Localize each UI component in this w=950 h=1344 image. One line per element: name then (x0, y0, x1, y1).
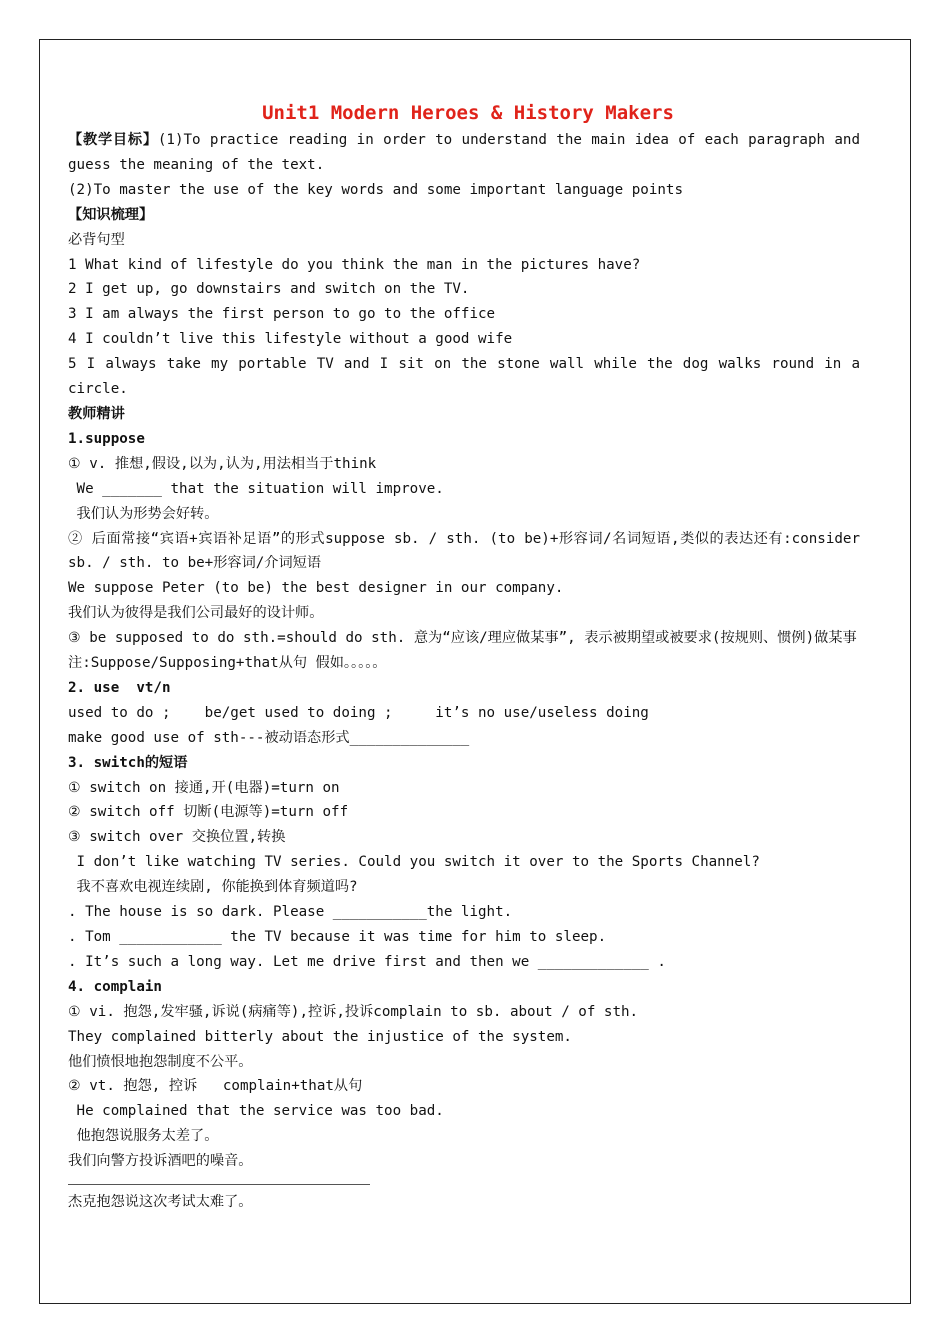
switch-heading: 3. switch的短语 (68, 754, 188, 771)
switch-example-cn: 我不喜欢电视连续剧, 你能换到体育频道吗? (68, 879, 358, 896)
suppose-heading: 1.suppose (68, 430, 145, 447)
switch-over: ③ switch over 交换位置,转换 (68, 829, 286, 846)
suppose-example2-cn: 我们认为彼得是我们公司最好的设计师。 (68, 605, 324, 622)
switch-off: ② switch off 切断(电源等)=turn off (68, 804, 349, 821)
translation-task-2: 杰克抱怨说这次考试太难了。 (68, 1194, 253, 1211)
use-passive: make good use of sth---被动语态形式______________ (68, 729, 470, 746)
use-heading: 2. use vt/n (68, 679, 171, 696)
suppose-example-en: We _______ that the situation will improve. (68, 480, 444, 497)
document-body (68, 98, 860, 1215)
use-phrases: used to do ; be/get used to doing ; it’s no use/useless doing (68, 704, 649, 721)
answer-line (68, 1184, 370, 1185)
complain-example2-cn: 他抱怨说服务太差了。 (68, 1128, 219, 1145)
suppose-example2-en: We suppose Peter (to be) the best designer in our company. (68, 580, 564, 597)
objective-paragraph (68, 128, 860, 178)
objectives-heading: 【教学目标】 (68, 132, 158, 148)
page-title: Unit1 Modern Heroes & History Makers (262, 102, 674, 124)
switch-exercise-3: . It’s such a long way. Let me drive first and then we _____________ . (68, 953, 666, 970)
suppose-note: 注:Suppose/Supposing+that从句 假如。。。。。 (68, 655, 387, 672)
sentence-3: 3 I am always the first person to go to the office (68, 306, 496, 323)
suppose-example-cn: 我们认为形势会好转。 (68, 505, 219, 522)
switch-exercise-1: . The house is so dark. Please ___________the light. (68, 904, 513, 921)
complain-vi: ① vi. 抱怨,发牢骚,诉说(病痛等),控诉,投诉complain to sb. about / of sth. (68, 1003, 639, 1020)
sentence-4: 4 I couldn’t live this lifestyle without a good wife (68, 331, 513, 348)
complain-vt: ② vt. 抱怨, 控诉 complain+that从句 (68, 1078, 363, 1095)
sentences-subheading: 必背句型 (68, 231, 125, 248)
lecture-heading: 教师精讲 (68, 405, 125, 422)
objective-1: (1)To practice reading in order to understand the main idea of each paragraph and guess the meaning of the text. (68, 132, 860, 173)
objective-2: (2)To master the use of the key words and some important language points (68, 181, 683, 198)
complain-example-en: They complained bitterly about the injustice of the system. (68, 1028, 572, 1045)
switch-example-en: I don’t like watching TV series. Could you switch it over to the Sports Channel? (68, 854, 760, 871)
sentence-2: 2 I get up, go downstairs and switch on the TV. (68, 281, 470, 298)
complain-heading: 4. complain (68, 978, 162, 995)
supposed-to-usage: ③ be supposed to do sth.=should do sth. 意为“应该/理应做某事”, 表示被期望或被要求(按规则、惯例)做某事 (68, 630, 857, 647)
switch-on: ① switch on 接通,开(电器)=turn on (68, 779, 340, 796)
sentence-5: 5 I always take my portable TV and I sit on the stone wall while the dog walks round in a circle. (68, 356, 860, 398)
suppose-usage: ② 后面常接“宾语+宾语补足语”的形式suppose sb. / sth. (to be)+形容词/名词短语,类似的表达还有:consider sb. / sth. to be+形容词/介词短语 (68, 530, 860, 572)
suppose-meaning: ① v. 推想,假设,以为,认为,用法相当于think (68, 455, 377, 472)
sentence-1: 1 What kind of lifestyle do you think the man in the pictures have? (68, 256, 641, 273)
switch-exercise-2: . Tom ____________ the TV because it was time for him to sleep. (68, 929, 607, 945)
complain-example-cn: 他们愤恨地抱怨制度不公平。 (68, 1053, 253, 1070)
knowledge-heading: 【知识梳理】 (68, 206, 154, 223)
complain-example2-en: He complained that the service was too bad. (68, 1103, 444, 1120)
translation-task-1: 我们向警方投诉酒吧的噪音。 (68, 1153, 253, 1170)
